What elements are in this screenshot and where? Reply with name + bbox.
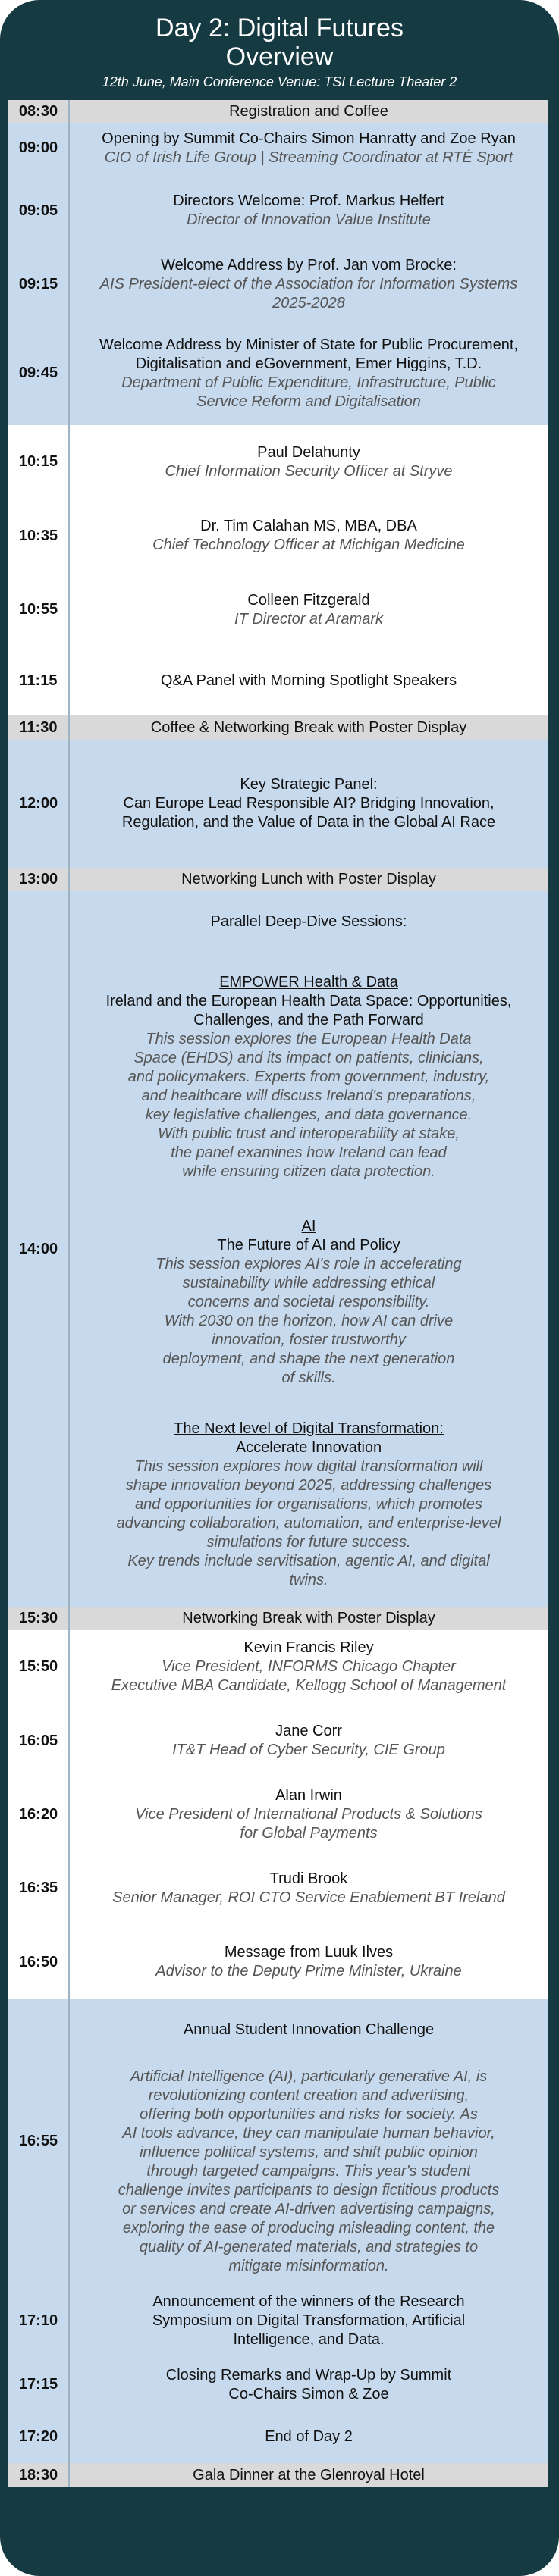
row-text: Gala Dinner at the Glenroyal Hotel	[68, 2463, 548, 2487]
session-desc: twins.	[289, 1571, 328, 1588]
row-1200	[8, 740, 548, 869]
session-desc: With 2030 on the horizon, how AI can drive	[164, 1312, 454, 1329]
session-desc: and healthcare will discuss Ireland's preparations,	[141, 1087, 476, 1104]
row-time: 17:15	[8, 2358, 68, 2411]
row-content	[68, 174, 548, 248]
row-time: 17:10	[8, 2283, 68, 2358]
row-time: 10:15	[8, 425, 68, 499]
session-title: Directors Welcome: Prof. Markus Helfert	[173, 192, 444, 209]
row-text: Q&A Panel with Morning Spotlight Speakers	[68, 646, 548, 715]
row-time: 18:30	[8, 2463, 68, 2487]
session-desc: innovation, foster trustworthy	[212, 1331, 406, 1348]
speaker-role: IT Director at Aramark	[234, 610, 383, 628]
session-title: Intelligence, and Data.	[233, 2330, 385, 2348]
row-1635	[8, 1851, 548, 1927]
session-desc: This session explores the European Health Data	[146, 1030, 472, 1047]
session-desc: Key trends include servitisation, agentic AI, and digital	[127, 1552, 490, 1570]
challenge-desc: or services and create AI-driven advertising campaigns,	[122, 2200, 495, 2218]
speaker-role: Vice President, INFORMS Chicago Chapter	[162, 1658, 456, 1675]
session-desc: sustainability while addressing ethical	[182, 1274, 435, 1291]
challenge-desc: Artificial Intelligence (AI), particularly generative AI, is	[130, 2067, 488, 2085]
panel-label: Key Strategic Panel:	[240, 776, 378, 793]
row-content	[68, 321, 548, 425]
session-title: Accelerate Innovation	[235, 1438, 382, 1456]
row-content	[68, 573, 548, 646]
session-desc: This session explores how digital transformation will	[134, 1457, 483, 1475]
title-line-1: Day 2: Digital Futures	[155, 14, 404, 42]
row-content	[68, 740, 548, 868]
session-desc: concerns and societal responsibility.	[187, 1293, 430, 1310]
row-time: 16:35	[8, 1851, 68, 1925]
row-1015	[8, 425, 548, 500]
challenge-desc: quality of AI-generated materials, and strategies to	[139, 2238, 479, 2255]
row-time: 09:00	[8, 123, 68, 174]
session-track: EMPOWER Health & Data	[219, 973, 398, 991]
speaker-name: Paul Delahunty	[257, 443, 360, 461]
panel-title: Regulation, and the Value of Data in the Global AI Race	[121, 814, 496, 831]
row-time: 09:05	[8, 174, 68, 248]
speaker-role: IT&T Head of Cyber Security, CIE Group	[172, 1742, 445, 1758]
row-1035	[8, 499, 548, 574]
session-empower	[68, 952, 548, 1203]
row-time: 11:30	[8, 715, 68, 740]
speaker-role: Chief Information Security Officer at Stryve	[165, 462, 453, 480]
row-text: Networking Lunch with Poster Display	[68, 868, 548, 891]
session-subtitle: Service Reform and Digitalisation	[196, 393, 421, 410]
challenge-title: Annual Student Innovation Challenge	[183, 2020, 435, 2038]
row-time: 17:20	[8, 2411, 68, 2463]
row-1830	[8, 2463, 548, 2487]
speaker-name: Dr. Tim Calahan MS, MBA, DBA	[200, 518, 417, 534]
row-time: 16:55	[8, 1999, 68, 2283]
row-time: 12:00	[8, 740, 68, 868]
row-1620	[8, 1778, 548, 1853]
row-0915	[8, 248, 548, 323]
row-1655	[8, 1999, 548, 2284]
row-content	[68, 123, 548, 174]
session-title: Symposium on Digital Transformation, Artificial	[152, 2312, 466, 2329]
session-title: Announcement of the winners of the Research	[152, 2293, 465, 2310]
speaker-role: Advisor to the Deputy Prime Minister, Ukraine	[155, 1963, 462, 1980]
speaker-name: Trudi Brook	[269, 1870, 348, 1887]
row-time: 14:00	[8, 891, 68, 1607]
session-desc: deployment, and shape the next generation	[162, 1350, 455, 1367]
row-content	[68, 1630, 548, 1704]
row-content	[68, 248, 548, 321]
row-1550	[8, 1630, 548, 1705]
session-subtitle: CIO of Irish Life Group | Streaming Coordinator at RTÉ Sport	[104, 149, 513, 166]
challenge-desc: mitigate misinformation.	[228, 2257, 389, 2274]
speaker-role: Vice President of International Products & Solutions	[135, 1806, 482, 1823]
row-0905	[8, 174, 548, 249]
parallel-intro-text: Parallel Deep-Dive Sessions:	[210, 912, 407, 930]
speaker-role: Chief Technology Officer at Michigan Medicine	[152, 537, 465, 553]
row-time: 15:50	[8, 1630, 68, 1704]
challenge-desc: challenge invites participants to design fictitious products	[118, 2181, 500, 2199]
session-subtitle: Department of Public Expenditure, Infrastructure, Public	[121, 374, 496, 391]
speaker-role: for Global Payments	[240, 1825, 378, 1842]
row-content	[68, 1704, 548, 1778]
row-1715	[8, 2358, 548, 2412]
row-text: End of Day 2	[68, 2411, 548, 2463]
session-subtitle: Director of Innovation Value Institute	[187, 211, 431, 228]
row-text: Registration and Coffee	[68, 100, 548, 123]
row-1300	[8, 868, 548, 893]
session-desc: Space (EHDS) and its impact on patients, clinicians,	[133, 1049, 484, 1066]
session-ai	[68, 1202, 548, 1404]
row-time: 15:30	[8, 1607, 68, 1630]
session-desc: This session explores AI's role in accelerating	[155, 1255, 462, 1272]
session-desc: advancing collaboration, automation, and enterprise-level	[116, 1514, 501, 1532]
challenge-desc: exploring the ease of producing misleading content, the	[122, 2219, 495, 2236]
session-desc: shape innovation beyond 2025, addressing challenges	[125, 1476, 492, 1494]
row-0830	[8, 100, 548, 124]
challenge-desc: revolutionizing content creation and advertising,	[148, 2086, 469, 2104]
row-time: 10:35	[8, 499, 68, 573]
header	[0, 0, 559, 100]
parallel-intro	[68, 891, 548, 953]
session-title: Welcome Address by Prof. Jan vom Brocke:	[161, 257, 457, 274]
session-title: The Future of AI and Policy	[217, 1236, 400, 1254]
session-track: The Next level of Digital Transformation:	[174, 1419, 444, 1437]
row-content	[68, 425, 548, 499]
session-desc: while ensuring citizen data protection.	[182, 1163, 435, 1180]
row-1710	[8, 2283, 548, 2360]
session-desc: the panel examines how Ireland can lead	[171, 1144, 447, 1161]
row-content	[68, 2283, 548, 2358]
row-1400	[8, 891, 548, 1608]
speaker-name: Message from Luuk Ilves	[224, 1944, 394, 1961]
speaker-role: Executive MBA Candidate, Kellogg School of Management	[111, 1677, 507, 1694]
speaker-name: Jane Corr	[275, 1723, 342, 1739]
row-1605	[8, 1704, 548, 1779]
row-time: 13:00	[8, 868, 68, 891]
session-title: Welcome Address by Minister of State for Public Procurement,	[99, 336, 519, 353]
session-desc: simulations for future success.	[206, 1533, 411, 1551]
row-1720	[8, 2411, 548, 2465]
speaker-name: Alan Irwin	[275, 1787, 342, 1804]
panel-title: Can Europe Lead Responsible AI? Bridging Innovation,	[123, 795, 495, 812]
speaker-name: Kevin Francis Riley	[243, 1639, 374, 1656]
session-title: Digitalisation and eGovernment, Emer Higgins, T.D.	[135, 355, 482, 372]
title-line-2: Overview	[225, 42, 334, 71]
session-title: Challenges, and the Path Forward	[193, 1011, 424, 1028]
session-digital-transformation	[68, 1402, 548, 1607]
challenge-description	[68, 2060, 548, 2283]
row-time: 09:15	[8, 248, 68, 321]
session-title: Co-Chairs Simon & Zoe	[228, 2385, 389, 2402]
row-1650	[8, 1925, 548, 2001]
row-time: 16:20	[8, 1778, 68, 1851]
row-content	[68, 2358, 548, 2411]
row-time: 16:50	[8, 1925, 68, 1999]
speaker-role: Senior Manager, ROI CTO Service Enablement BT Ireland	[112, 1889, 505, 1906]
row-content	[68, 1925, 548, 1999]
row-0900	[8, 123, 548, 175]
session-subtitle: AIS President-elect of the Association for Information Systems	[99, 276, 518, 293]
row-content	[68, 1851, 548, 1925]
session-desc: With public trust and interoperability at stake,	[158, 1125, 460, 1142]
row-1115	[8, 646, 548, 717]
row-text: Networking Break with Poster Display	[68, 1607, 548, 1630]
session-desc: key legislative challenges, and data governance.	[145, 1106, 473, 1123]
row-1130	[8, 715, 548, 741]
challenge-desc: influence political systems, and shift public opinion	[140, 2143, 478, 2161]
session-desc: and policymakers. Experts from government, industry,	[127, 1068, 490, 1085]
row-time: 16:05	[8, 1704, 68, 1778]
challenge-desc: offering both opportunities and risks for society. As	[140, 2105, 478, 2123]
row-content	[68, 499, 548, 573]
page-subtitle: 12th June, Main Conference Venue: TSI Lecture Theater 2	[102, 74, 457, 89]
speaker-name: Colleen Fitzgerald	[247, 591, 370, 609]
session-title: Ireland and the European Health Data Space: Opportunities,	[105, 992, 512, 1009]
row-time: 09:45	[8, 321, 68, 425]
session-subtitle: 2025-2028	[272, 295, 345, 311]
row-content	[68, 1778, 548, 1851]
session-track: AI	[301, 1217, 316, 1235]
session-desc: of skills.	[281, 1369, 336, 1386]
row-text: Coffee & Networking Break with Poster Display	[68, 715, 548, 740]
challenge-desc: AI tools advance, they can manipulate human behavior,	[122, 2124, 495, 2142]
row-0945	[8, 321, 548, 427]
challenge-header	[68, 1999, 548, 2061]
session-title: Closing Remarks and Wrap-Up by Summit	[165, 2366, 452, 2384]
page-title	[0, 0, 559, 71]
row-1055	[8, 573, 548, 648]
challenge-desc: through targeted campaigns. This year's student	[146, 2162, 471, 2180]
row-1530	[8, 1607, 548, 1632]
session-title: Opening by Summit Co-Chairs Simon Hanratty and Zoe Ryan	[102, 130, 516, 147]
session-desc: and opportunities for organisations, which promotes	[134, 1495, 483, 1513]
row-time: 11:15	[8, 646, 68, 715]
row-time: 08:30	[8, 100, 68, 123]
row-time: 10:55	[8, 573, 68, 646]
